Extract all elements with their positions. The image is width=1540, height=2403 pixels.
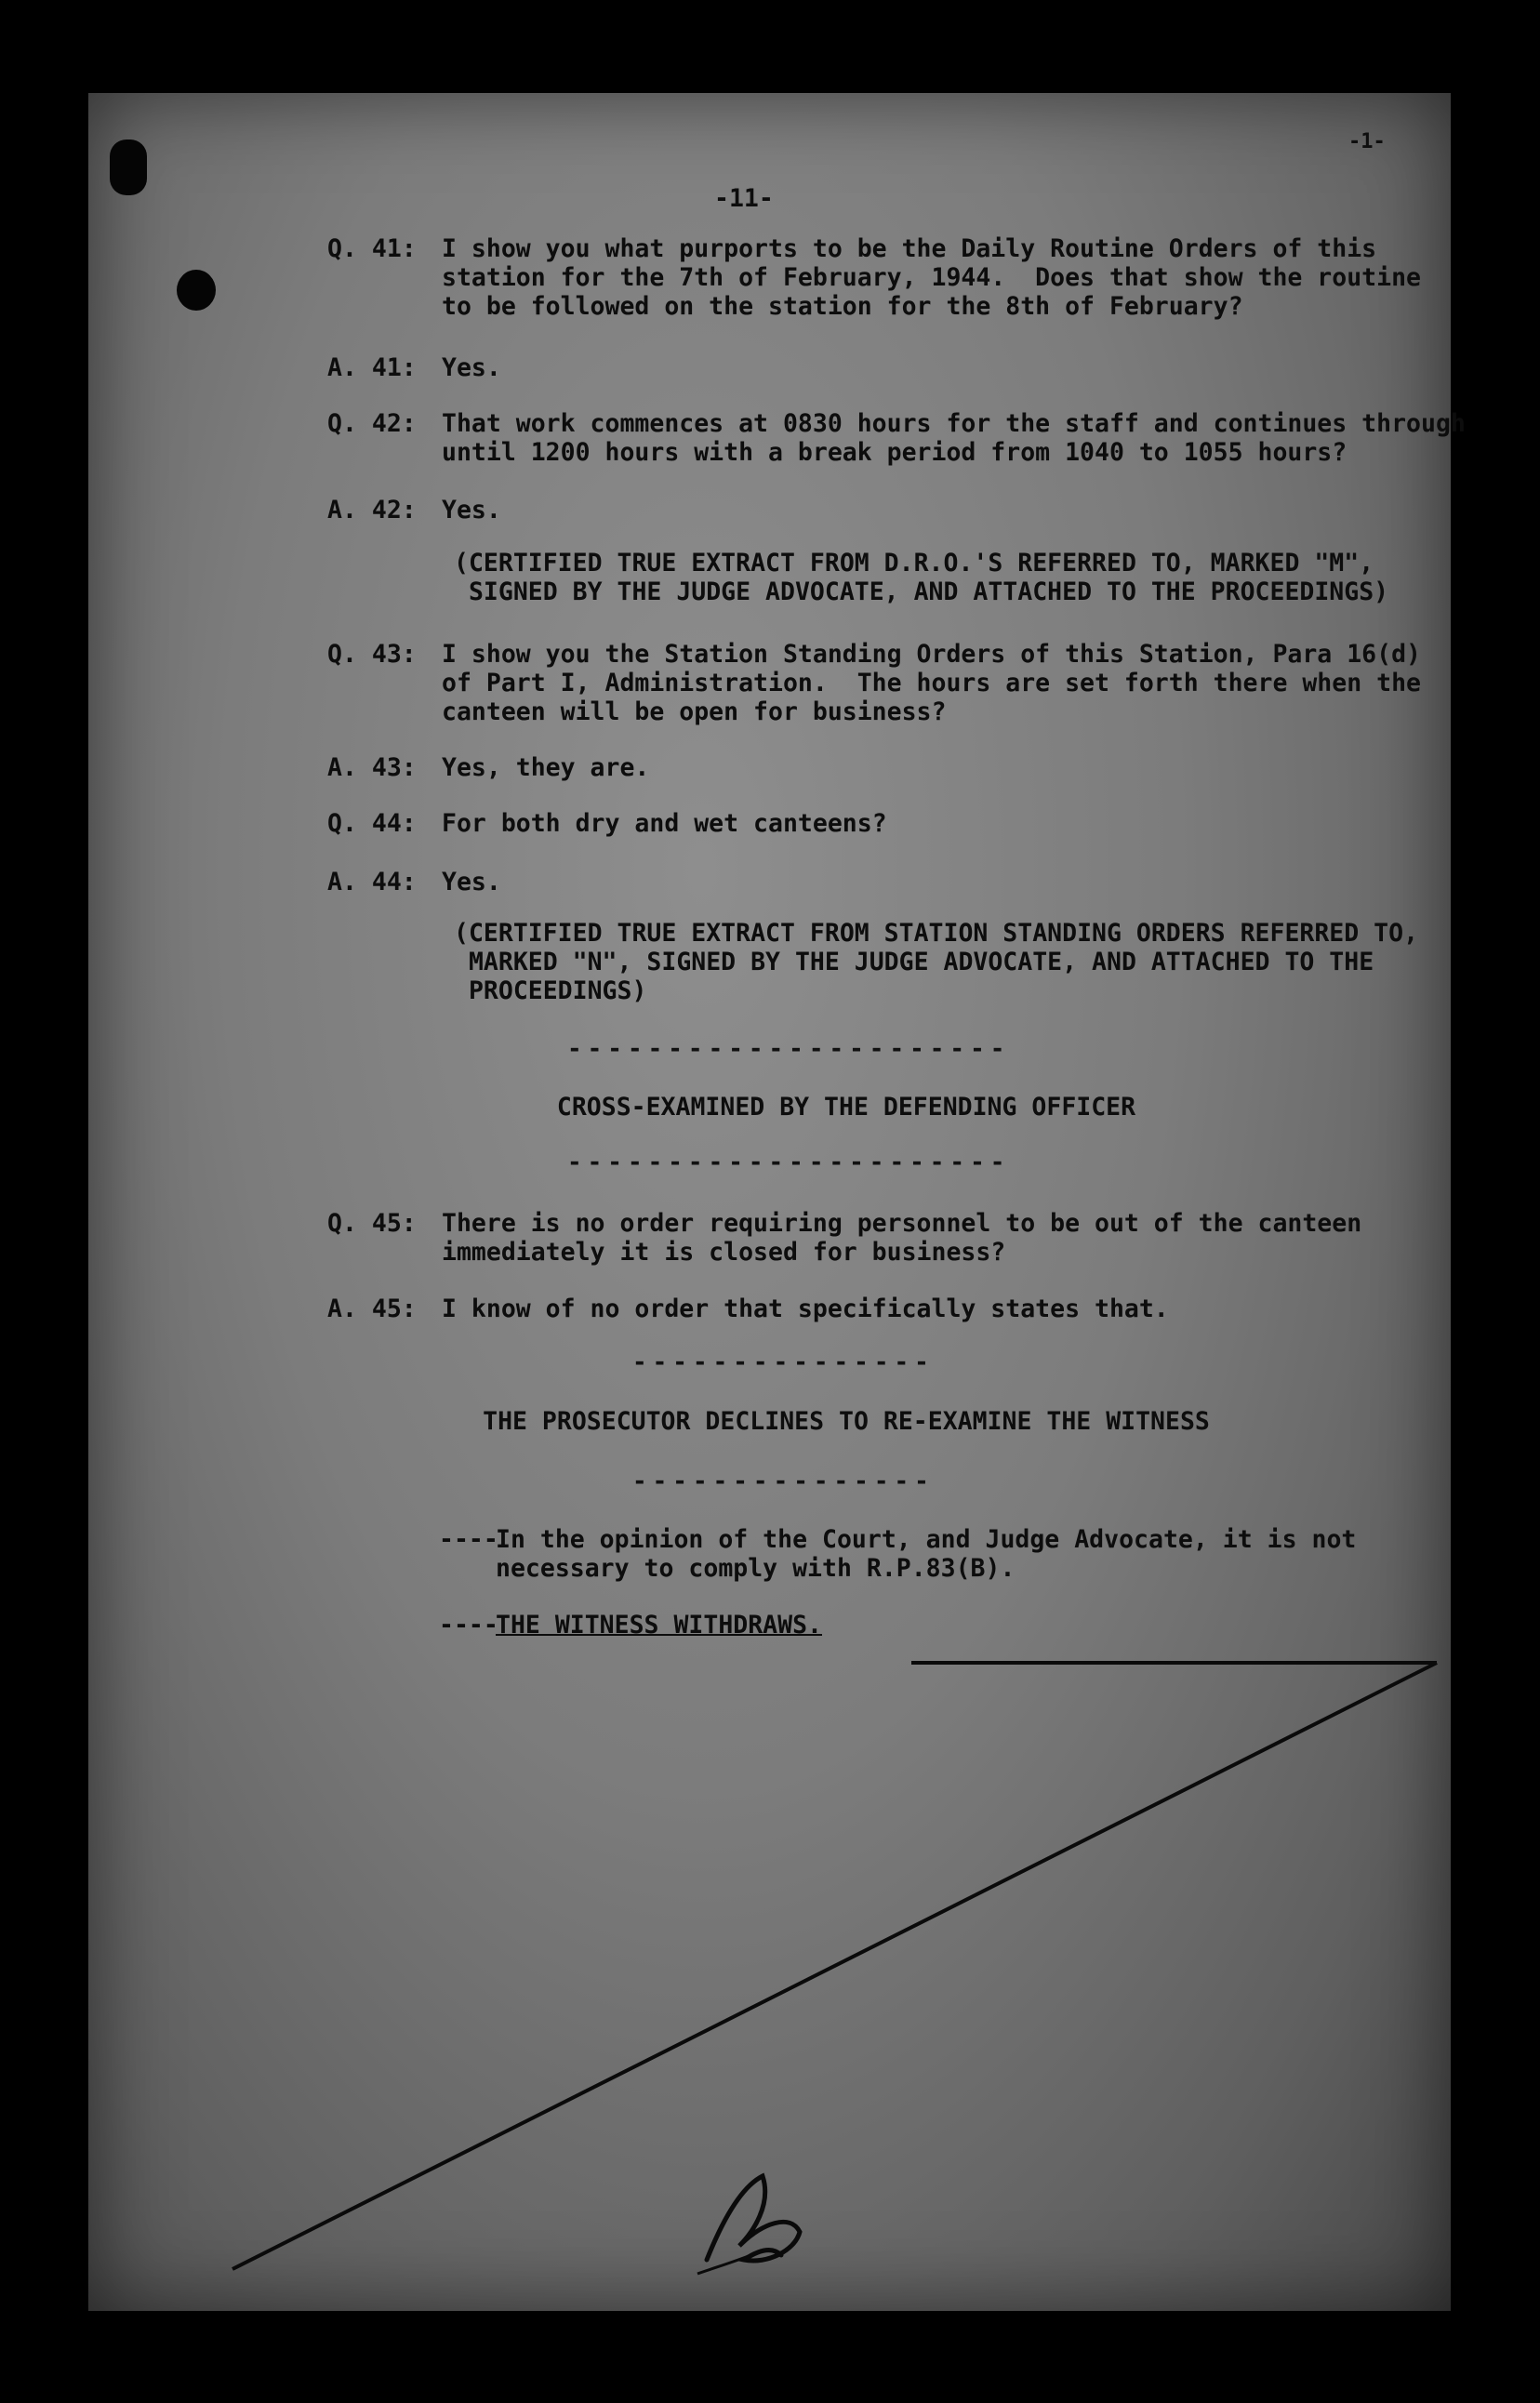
question-text: For both dry and wet canteens? bbox=[442, 809, 887, 838]
answer-text: Yes. bbox=[442, 868, 501, 896]
divider-dashes: ---------------------- bbox=[567, 1148, 1011, 1176]
question-text: That work commences at 0830 hours for the staff and continues through until 1200 hours with a break period from 1040 to 1055 hours? bbox=[442, 409, 1466, 467]
answer-label: A. 45: bbox=[327, 1294, 417, 1323]
page-number: -11- bbox=[714, 184, 774, 213]
section-heading: CROSS-EXAMINED BY THE DEFENDING OFFICER bbox=[556, 1093, 1136, 1122]
divider-dashes: --------------- bbox=[632, 1467, 935, 1495]
question-label: Q. 42: bbox=[327, 409, 417, 438]
closing-opinion: In the opinion of the Court, and Judge Advocate, it is not necessary to comply with R.P.83(B). bbox=[496, 1525, 1357, 1583]
answer-text: I know of no order that specifically states that. bbox=[442, 1294, 1169, 1323]
answer-text: Yes. bbox=[442, 353, 501, 382]
witness-withdraws: THE WITNESS WITHDRAWS. bbox=[496, 1611, 822, 1640]
divider-dashes: --------------- bbox=[632, 1348, 935, 1376]
divider-dashes: ---------------------- bbox=[567, 1035, 1011, 1063]
question-text: There is no order requiring personnel to be out of the canteen immediately it is closed for business? bbox=[442, 1209, 1362, 1267]
answer-text: Yes, they are. bbox=[442, 753, 650, 782]
answer-label: A. 44: bbox=[327, 868, 417, 896]
signature-initials bbox=[688, 2157, 818, 2278]
question-label: Q. 41: bbox=[327, 234, 417, 263]
extract-note: (CERTIFIED TRUE EXTRACT FROM D.R.O.'S REFERRED TO, MARKED "M", SIGNED BY THE JUDGE ADVOCATE, AND ATTACHED TO THE PROCEEDINGS) bbox=[454, 549, 1389, 606]
section-heading: THE PROSECUTOR DECLINES TO RE-EXAMINE THE WITNESS bbox=[483, 1407, 1210, 1436]
extract-note: (CERTIFIED TRUE EXTRACT FROM STATION STANDING ORDERS REFERRED TO, MARKED "N", SIGNED BY THE JUDGE ADVOCATE, AND ATTACHED TO THE PROCEEDINGS) bbox=[454, 919, 1419, 1005]
diagonal-rule bbox=[232, 1663, 1437, 2269]
question-label: Q. 44: bbox=[327, 809, 417, 838]
question-text: I show you what purports to be the Daily Routine Orders of this station for the 7th of February, 1944. Does that show the routine to be followed on the station for the 8th of February? bbox=[442, 234, 1421, 321]
question-text: I show you the Station Standing Orders of this Station, Para 16(d) of Part I, Administration. The hours are set forth there when the canteen will be open for business? bbox=[442, 640, 1421, 726]
answer-label: A. 43: bbox=[327, 753, 417, 782]
answer-text: Yes. bbox=[442, 496, 501, 524]
answer-label: A. 41: bbox=[327, 353, 417, 382]
dash-prefix: ---- bbox=[439, 1611, 498, 1640]
dash-prefix: ---- bbox=[439, 1525, 498, 1554]
question-label: Q. 45: bbox=[327, 1209, 417, 1238]
question-label: Q. 43: bbox=[327, 640, 417, 669]
corner-mark: -1- bbox=[1348, 130, 1386, 153]
answer-label: A. 42: bbox=[327, 496, 417, 524]
